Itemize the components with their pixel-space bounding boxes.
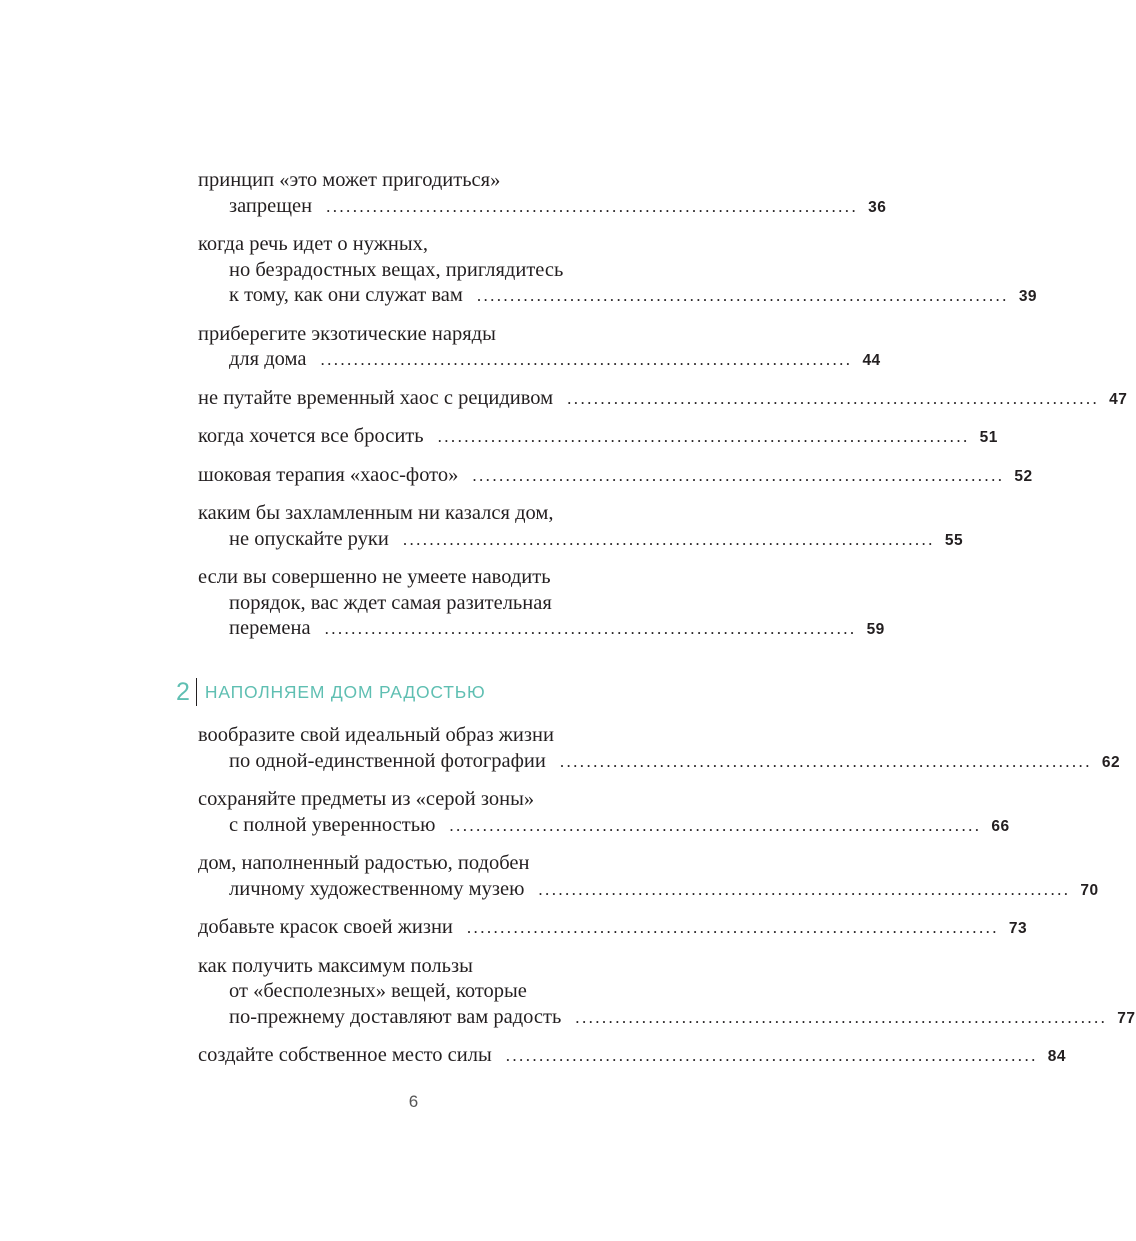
toc-entry-line — [198, 1005, 1136, 1032]
toc-page-number: 36 — [868, 198, 887, 216]
toc-entry — [198, 787, 1010, 839]
toc-entry — [198, 463, 1033, 490]
chapter-heading — [176, 678, 486, 706]
toc-entry-line — [198, 386, 1128, 413]
dot-leader: ................................................................................ — [437, 427, 970, 446]
toc-entry-text: когда речь идет о нужных, — [198, 233, 429, 255]
toc-page-number: 77 — [1117, 1009, 1136, 1027]
toc-entry-line — [198, 527, 964, 554]
toc-entry — [198, 723, 1121, 775]
page-number: 6 — [408, 1092, 419, 1111]
dot-leader: ................................................................................ — [567, 388, 1100, 408]
toc-entry — [198, 1043, 1066, 1070]
dot-leader: ................................................................................ — [449, 815, 982, 835]
chapter-divider — [196, 678, 197, 706]
toc-entry — [198, 851, 1099, 903]
toc-entry-line — [198, 258, 705, 284]
toc-page-number: 59 — [866, 621, 885, 638]
toc-entry-text: не путайте временный хаос с рецидивом — [198, 386, 554, 409]
toc-entry-line — [198, 915, 1028, 942]
toc-entry-line — [198, 232, 705, 258]
dot-leader: ................................................................................ — [476, 286, 1009, 305]
toc-page-number: 73 — [1008, 920, 1028, 937]
chapter-number: 2 — [176, 678, 190, 706]
dot-leader: ................................................................................ — [538, 879, 1071, 899]
toc-page-number: 39 — [1018, 288, 1038, 305]
toc-entry — [198, 915, 1028, 942]
toc-entry-line — [198, 877, 1099, 904]
toc-page-number: 70 — [1080, 881, 1099, 899]
toc-entry — [198, 954, 1136, 1032]
toc-entry-line — [198, 283, 1038, 310]
toc-entry-text: если вы совершенно не умеете наводить — [198, 566, 551, 588]
toc-entry-text: личному художественному музею — [229, 877, 525, 900]
toc-entry-text: запрещен — [229, 194, 313, 217]
dot-leader: ................................................................................ — [575, 1007, 1108, 1027]
toc-page-number: 52 — [1014, 467, 1033, 485]
toc-entry-line — [198, 787, 705, 813]
toc-page-number: 51 — [979, 429, 998, 446]
toc-page-number: 44 — [862, 352, 881, 369]
dot-leader: ................................................................................ — [559, 751, 1092, 771]
dot-leader: ................................................................................ — [472, 465, 1005, 485]
toc-entry-line — [198, 347, 881, 374]
toc-entry-line — [198, 168, 705, 194]
toc-part-1 — [198, 168, 1128, 655]
toc-entry-line — [198, 501, 705, 527]
toc-page-number: 55 — [944, 531, 964, 549]
toc-entry-line — [198, 194, 887, 221]
chapter-title: НАПОЛНЯЕМ ДОМ РАДОСТЬЮ — [204, 681, 486, 702]
dot-leader: ................................................................................ — [505, 1046, 1038, 1065]
toc-entry — [198, 565, 885, 643]
toc-entry-line — [198, 616, 885, 643]
toc-entry-text: когда хочется все бросить — [198, 425, 424, 447]
toc-entry-line — [198, 813, 1010, 840]
toc-entry — [198, 168, 887, 220]
toc-entry — [198, 386, 1128, 413]
toc-entry-text: дом, наполненный радостью, подобен — [198, 852, 530, 874]
toc-entry-text: добавьте красок своей жизни — [198, 916, 453, 938]
toc-entry-line — [198, 954, 705, 980]
toc-entry-line — [198, 463, 1033, 490]
toc-entry-text: принцип «это может пригодиться» — [198, 169, 501, 191]
toc-entry — [198, 424, 998, 451]
toc-entry-text: от «бесполезных» вещей, которые — [229, 980, 527, 1002]
toc-page-number: 62 — [1101, 753, 1121, 771]
toc-entry-text: вообразите свой идеальный образ жизни — [198, 724, 554, 746]
toc-page-number: 47 — [1109, 390, 1128, 408]
toc-entry — [198, 322, 881, 374]
toc-part-2 — [198, 723, 1136, 1082]
toc-entry-line — [198, 723, 705, 749]
dot-leader: ................................................................................ — [466, 918, 999, 937]
toc-entry-text: как получить максимум пользы — [198, 954, 473, 977]
dot-leader: ................................................................................ — [326, 196, 859, 216]
toc-page-number: 84 — [1047, 1048, 1066, 1065]
toc-entry-text: перемена — [229, 617, 311, 639]
toc-entry — [198, 232, 1038, 310]
toc-entry-text: для дома — [229, 348, 307, 370]
toc-page-number: 66 — [991, 817, 1010, 835]
toc-entry — [198, 501, 964, 553]
toc-entry-text: порядок, вас ждет самая разительная — [229, 591, 552, 614]
toc-entry-text: к тому, как они служат вам — [229, 284, 463, 306]
toc-entry-text: шоковая терапия «хаос-фото» — [198, 463, 459, 486]
toc-entry-line — [198, 591, 705, 617]
toc-entry-text: но безрадостных вещах, приглядитесь — [229, 258, 564, 281]
toc-entry-line — [198, 565, 705, 591]
toc-entry-text: сохраняйте предметы из «серой зоны» — [198, 788, 535, 810]
toc-entry-text: приберегите экзотические наряды — [198, 322, 496, 345]
toc-entry-line — [198, 322, 705, 348]
dot-leader: ................................................................................ — [324, 619, 857, 638]
dot-leader: ................................................................................ — [402, 529, 935, 549]
toc-entry-text: не опускайте руки — [229, 527, 389, 550]
toc-entry-line — [198, 851, 705, 877]
toc-entry-text: создайте собственное место силы — [198, 1044, 492, 1066]
toc-entry-text: каким бы захламленным ни казался дом, — [198, 502, 554, 524]
toc-entry-line — [198, 749, 1121, 776]
dot-leader: ................................................................................ — [320, 350, 853, 369]
toc-entry-line — [198, 424, 998, 451]
toc-entry-text: с полной уверенностью — [229, 813, 436, 836]
toc-entry-text: по-прежнему доставляют вам радость — [229, 1005, 562, 1028]
toc-entry-text: по одной-единственной фотографии — [229, 749, 546, 772]
toc-entry-line — [198, 979, 705, 1005]
toc-entry-line — [198, 1043, 1066, 1070]
